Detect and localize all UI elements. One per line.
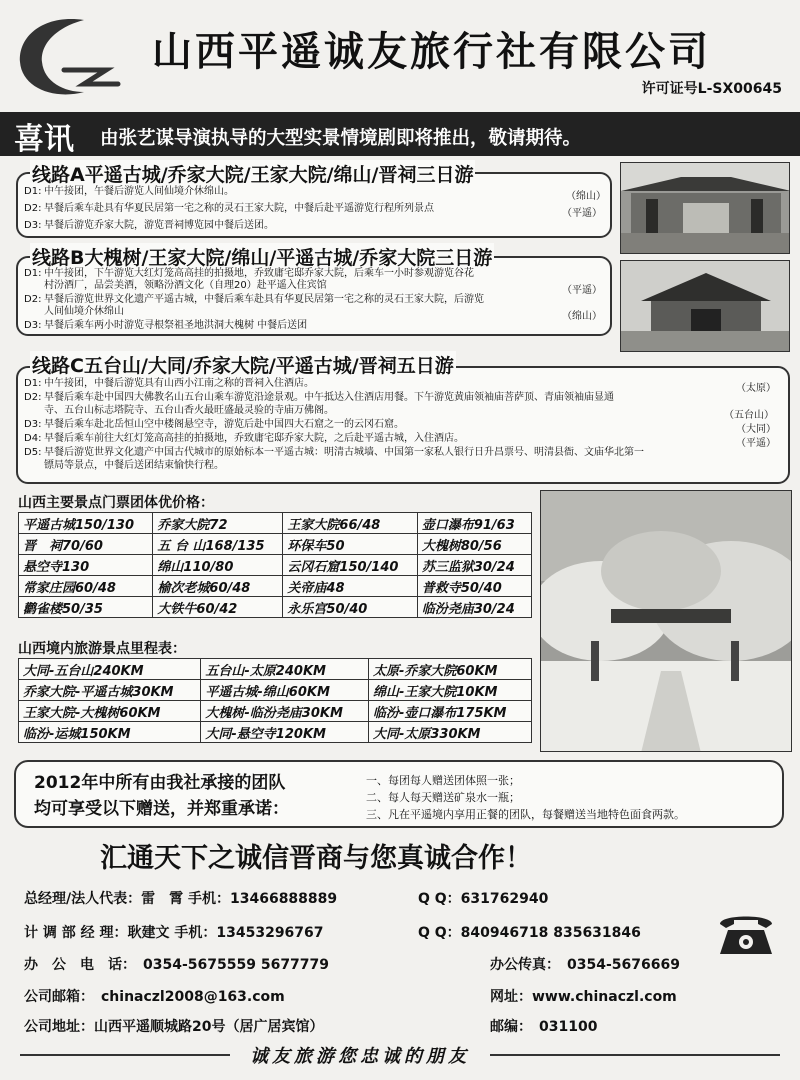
promo-item: 三、凡在平遥境内享用正餐的团队，每餐赠送当地特色面食两款。 bbox=[366, 808, 685, 821]
table-cell: 鹳雀楼50/35 bbox=[19, 597, 153, 618]
license-number: 许可证号L-SX00645 bbox=[641, 81, 782, 97]
contact-gm-qq: Q Q：631762940 bbox=[418, 891, 549, 907]
contact-address: 公司地址：山西平遥顺城路20号（居广居宾馆） bbox=[24, 1019, 324, 1035]
tickets-title: 山西主要景点门票团体优价格： bbox=[18, 495, 214, 511]
table-cell: 环保车50 bbox=[283, 534, 417, 555]
route-a-day: D3: 早餐后游览乔家大院，游览晋祠博览园中餐后送团。 bbox=[24, 220, 274, 231]
table-cell: 榆次老城60/48 bbox=[153, 576, 283, 597]
table-row bbox=[19, 659, 532, 680]
route-b-day: D1: 中午接团，下午游览大红灯笼高高挂的拍摄地，乔致庸宅邸乔家大院，后乘车一小时参观游览谷花 bbox=[24, 268, 474, 279]
photo-ancient-city bbox=[620, 260, 790, 352]
route-a-day-end: （平遥） bbox=[562, 208, 602, 219]
contact-dispatch-qq: Q Q：840946718 835631846 bbox=[418, 925, 641, 941]
distances-title: 山西境内旅游景点里程表： bbox=[18, 641, 186, 657]
tickets-table bbox=[18, 512, 532, 618]
route-a-day: D2: 早餐后乘车赴具有华夏民居第一宅之称的灵石王家大院，中餐后赴平遥游览行程所列景点 bbox=[24, 203, 434, 214]
photo-courtyard bbox=[620, 162, 790, 254]
table-cell: 王家大院66/48 bbox=[283, 513, 417, 534]
promo-item: 二、每人每天赠送矿泉水一瓶； bbox=[366, 791, 520, 804]
contact-gm: 总经理/法人代表：雷 霄 手机：13466888889 bbox=[24, 891, 338, 907]
telephone-icon bbox=[714, 910, 778, 958]
table-cell: 平遥古城-绵山60KM bbox=[201, 680, 369, 701]
news-text: 由张艺谋导演执导的大型实景情境剧即将推出，敬请期待。 bbox=[100, 128, 582, 149]
distances-table bbox=[18, 658, 532, 743]
table-cell: 云冈石窟150/140 bbox=[283, 555, 417, 576]
table-cell: 太原-乔家大院60KM bbox=[368, 659, 531, 680]
table-cell: 绵山110/80 bbox=[153, 555, 283, 576]
contact-dispatch: 计 调 部 经 理：耿建文 手机：13453296767 bbox=[24, 925, 324, 941]
route-b-day: D2: 早餐后游览世界文化遗产平遥古城，中餐后乘车赴具有华夏民居第一宅之称的灵石王家大院，后游览 bbox=[24, 294, 484, 305]
table-cell: 五台山-太原240KM bbox=[201, 659, 369, 680]
route-b-day: 人间仙境介休绵山 bbox=[44, 306, 124, 317]
table-cell: 关帝庙48 bbox=[283, 576, 417, 597]
table-cell: 大铁牛60/42 bbox=[153, 597, 283, 618]
table-cell: 悬空寺130 bbox=[19, 555, 153, 576]
table-cell: 乔家大院72 bbox=[153, 513, 283, 534]
route-c-day-end: （太原） bbox=[736, 383, 776, 394]
table-cell: 大槐树-临汾尧庙30KM bbox=[201, 701, 369, 722]
route-c-day-end: （大同） bbox=[736, 424, 776, 435]
route-c-day: 镖局等景点，中餐后送团结束愉快行程。 bbox=[44, 460, 224, 471]
table-cell: 壶口瀑布91/63 bbox=[417, 513, 531, 534]
route-c-day: D1: 中午接团，中餐后游览具有山西小江南之称的晋祠入住酒店。 bbox=[24, 378, 314, 389]
table-cell: 平遥古城150/130 bbox=[19, 513, 153, 534]
table-row bbox=[19, 513, 532, 534]
route-c-day-end: （平遥） bbox=[736, 438, 776, 449]
route-title-b: 线路B大槐树/王家大院/绵山/平遥古城/乔家大院三日游 bbox=[30, 243, 494, 270]
table-cell: 绵山-王家大院10KM bbox=[368, 680, 531, 701]
table-cell: 临汾-运城150KM bbox=[19, 722, 201, 743]
table-row bbox=[19, 597, 532, 618]
table-row bbox=[19, 722, 532, 743]
table-row bbox=[19, 576, 532, 597]
promo-item: 一、每团每人赠送团体照一张； bbox=[366, 774, 520, 787]
table-cell: 王家大院-大槐树60KM bbox=[19, 701, 201, 722]
table-cell: 大同-悬空寺120KM bbox=[201, 722, 369, 743]
route-c-day: D4: 早餐后乘车前往大红灯笼高高挂的拍摄地，乔致庸宅邸乔家大院，之后赴平遥古城，入住酒店。 bbox=[24, 433, 464, 444]
table-cell: 永乐宫50/40 bbox=[283, 597, 417, 618]
table-cell: 乔家大院-平遥古城30KM bbox=[19, 680, 201, 701]
contact-postcode: 邮编： 031100 bbox=[490, 1019, 598, 1035]
route-b-day: 村汾酒厂，品尝美酒，领略汾酒文化（自理20）赴平遥入住宾馆 bbox=[44, 280, 327, 291]
route-b-day: D3: 早餐后乘车两小时游览寻根祭祖圣地洪洞大槐树 中餐后送团 bbox=[24, 320, 308, 331]
contact-phone: 办 公 电 话： 0354-5675559 5677779 bbox=[24, 957, 330, 973]
route-a-day-end: （绵山） bbox=[566, 191, 606, 202]
route-b-day-end: （平遥） bbox=[562, 285, 602, 296]
footer-slogan: 诚友旅游您忠诚的朋友 bbox=[230, 1042, 490, 1068]
route-title-a: 线路A平遥古城/乔家大院/王家大院/绵山/晋祠三日游 bbox=[30, 160, 475, 187]
table-cell: 大同-太原330KM bbox=[368, 722, 531, 743]
route-c-day: D5: 早餐后游览世界文化遗产中国古代城市的原始标本一平遥古城：明清古城墙、中国第一家私人银行日升昌票号、明清县衙、文庙华北第一 bbox=[24, 447, 644, 458]
table-row bbox=[19, 534, 532, 555]
table-cell: 大同-五台山240KM bbox=[19, 659, 201, 680]
slogan: 汇通天下之诚信晋商与您真诚合作！ bbox=[100, 843, 532, 874]
route-b-day-end: （绵山） bbox=[562, 311, 602, 322]
route-a-day: D1: 中午接团，午餐后游览人间仙境介休绵山。 bbox=[24, 186, 234, 197]
table-cell: 临汾尧庙30/24 bbox=[417, 597, 531, 618]
table-row bbox=[19, 555, 532, 576]
contact-fax: 办公传真： 0354-5676669 bbox=[490, 957, 680, 973]
table-cell: 晋 祠70/60 bbox=[19, 534, 153, 555]
photo-snow-scene bbox=[540, 490, 792, 752]
table-cell: 五 台 山168/135 bbox=[153, 534, 283, 555]
company-logo bbox=[14, 12, 134, 102]
table-cell: 临汾-壶口瀑布175KM bbox=[368, 701, 531, 722]
contact-website[interactable]: 网址：www.chinaczl.com bbox=[490, 989, 677, 1005]
table-cell: 大槐树80/56 bbox=[417, 534, 531, 555]
route-c-day: D2: 早餐后乘车赴中国四大佛教名山五台山乘车游览沿途景观。中午抵达入住酒店用餐。下午游览黄庙领袖庙菩萨顶、青庙领袖庙显通 bbox=[24, 392, 614, 403]
table-cell: 常家庄园60/48 bbox=[19, 576, 153, 597]
route-title-c: 线路C五台山/大同/乔家大院/平遥古城/晋祠五日游 bbox=[30, 351, 456, 378]
route-c-day: D3: 早餐后乘车赴北岳恒山空中楼阁悬空寺，游览后赴中国四大石窟之一的云冈石窟。 bbox=[24, 419, 404, 430]
route-c-day-end: （五台山） bbox=[724, 410, 774, 421]
table-cell: 普救寺50/40 bbox=[417, 576, 531, 597]
table-cell: 苏三监狱30/24 bbox=[417, 555, 531, 576]
table-row bbox=[19, 680, 532, 701]
news-tag: 喜讯 bbox=[14, 122, 74, 157]
promo-line-1: 2012年中所有由我社承接的团队 bbox=[34, 773, 286, 793]
contact-email[interactable]: 公司邮箱： chinaczl2008@163.com bbox=[24, 989, 285, 1005]
table-row bbox=[19, 701, 532, 722]
promo-line-2: 均可享受以下赠送，并郑重承诺： bbox=[34, 799, 289, 819]
company-name: 山西平遥诚友旅行社有限公司 bbox=[152, 28, 711, 75]
route-c-day: 寺、五台山标志塔院寺、五台山香火最旺盛最灵验的寺庙万佛阁。 bbox=[44, 405, 334, 416]
